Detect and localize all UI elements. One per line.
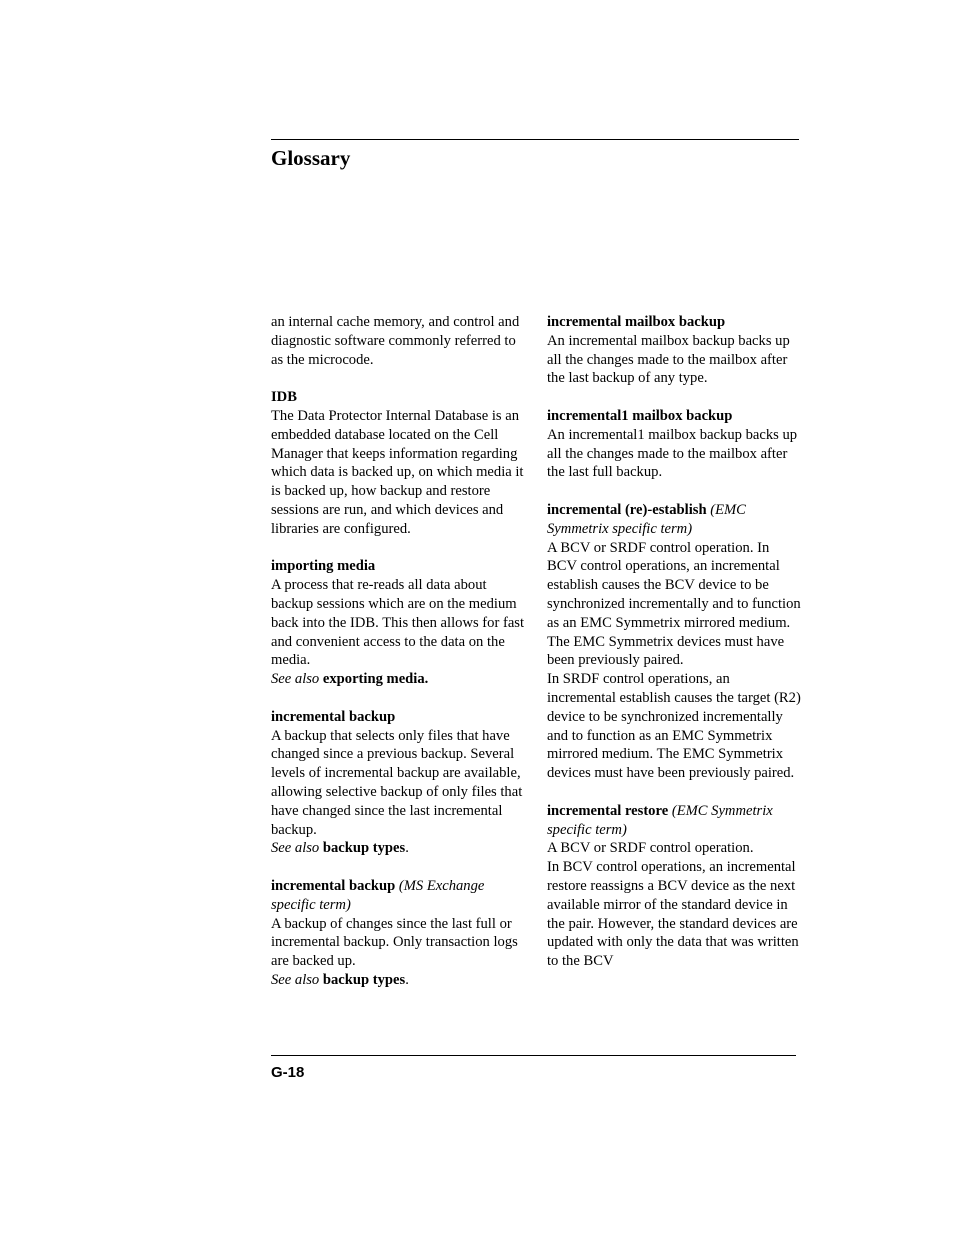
glossary-column-right <box>547 313 801 990</box>
glossary-entry-importing-media <box>271 557 527 689</box>
entry-definition: A BCV or SRDF control operation. <box>547 840 754 857</box>
entry-term: incremental restore <box>547 802 669 819</box>
header-rule <box>271 139 799 140</box>
see-also-punctuation: . <box>405 971 409 988</box>
entry-term: importing media <box>271 558 376 575</box>
glossary-entry-incremental-mailbox-backup <box>547 313 801 388</box>
see-also-link[interactable]: backup types <box>322 840 406 857</box>
see-also-line <box>271 839 527 858</box>
glossary-entry-idb <box>271 388 527 538</box>
entry-definition: An incremental1 mailbox backup backs up all the changes made to the mailbox after the last full backup. <box>547 426 798 481</box>
glossary-entry-incremental-restore <box>547 802 801 971</box>
glossary-column-left <box>271 313 527 1008</box>
entry-definition: In BCV control operations, an incremental restore reassigns a BCV device as the next available mirror of the standard device in the pair. However, the standard devices are updated with only the data that was written to the BCV <box>547 859 799 970</box>
entry-definition: A process that re-reads all data about backup sessions which are on the medium back into the IDB. This then allows for fast and convenient access to the data on the media. <box>271 577 525 669</box>
entry-definition: An incremental mailbox backup backs up all the changes made to the mailbox after the last backup of any type. <box>547 332 790 387</box>
glossary-entry-incremental-backup <box>271 708 527 858</box>
entry-term: incremental (re)-establish <box>547 501 707 518</box>
see-also-link[interactable]: backup types <box>322 971 406 988</box>
entry-definition: A backup that selects only files that have changed since a previous backup. Several levels of incremental backup are available, allowing selective backup of only files that have changed since the last incremental backup. <box>271 727 523 838</box>
see-also-link[interactable]: exporting media. <box>322 671 429 688</box>
entry-term-note: (EMC Symmetrix specific term) <box>547 802 773 838</box>
entry-definition: In SRDF control operations, an incremental establish causes the target (R2) device to be synchronized incrementally and to function as an EMC Symmetrix mirrored medium. The EMC Symmetrix devices must have been previously paired. <box>547 671 801 782</box>
glossary-entry-incremental1-mailbox-backup <box>547 407 801 482</box>
entry-definition: A backup of changes since the last full or incremental backup. Only transaction logs are backed up. <box>271 915 518 970</box>
see-also-label: See also <box>271 971 320 988</box>
page-number: G-18 <box>271 1064 305 1081</box>
see-also-label: See also <box>271 840 320 857</box>
entry-term: incremental backup <box>271 877 396 894</box>
entry-term-note: (EMC Symmetrix specific term) <box>547 501 746 537</box>
entry-definition: The Data Protector Internal Database is an embedded database located on the Cell Manager that keeps information regarding which data is backed up, on which media it is backed up, how backup and restore sessions are run, and which devices and libraries are configured. <box>271 407 524 537</box>
footer-rule <box>271 1055 796 1056</box>
entry-term: incremental1 mailbox backup <box>547 407 733 424</box>
entry-definition: an internal cache memory, and control and diagnostic software commonly referred to as the microcode. <box>271 314 520 368</box>
see-also-line <box>271 670 527 689</box>
glossary-entry-continuation <box>271 313 527 369</box>
see-also-label: See also <box>271 671 320 688</box>
page-title: Glossary <box>271 146 351 170</box>
entry-term: incremental mailbox backup <box>547 314 726 330</box>
see-also-line <box>271 971 527 990</box>
glossary-entry-incremental-backup-msx <box>271 877 527 990</box>
entry-term-note: (MS Exchange specific term) <box>271 877 485 913</box>
glossary-entry-incremental-reestablish <box>547 501 801 783</box>
entry-term: IDB <box>271 389 297 406</box>
entry-term: incremental backup <box>271 708 396 725</box>
entry-definition: A BCV or SRDF control operation. In BCV control operations, an incremental establish causes the BCV device to be synchronized incrementally and to function as an EMC Symmetrix mirrored medium. The EMC Symmetrix devices must have been previously paired. <box>547 539 801 669</box>
see-also-punctuation: . <box>405 840 409 857</box>
